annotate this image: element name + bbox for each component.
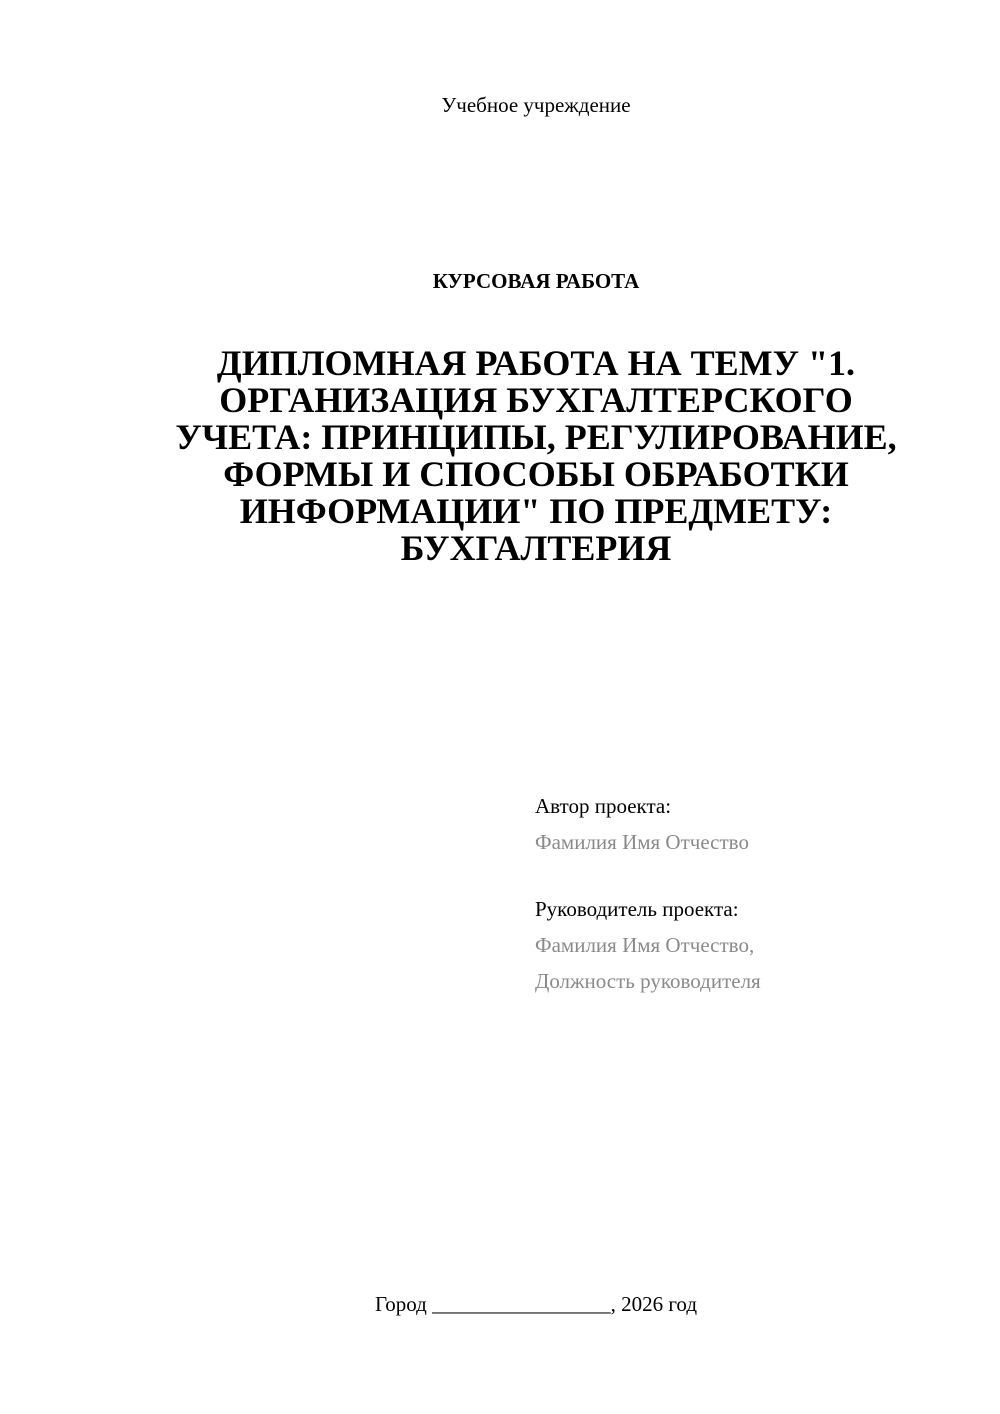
city-year-line: Город _________________, 2026 год [374, 1292, 698, 1316]
work-type-heading: КУРСОВАЯ РАБОТА [432, 269, 640, 293]
document-title: ДИПЛОМНАЯ РАБОТА НА ТЕМУ "1. ОРГАНИЗАЦИЯ БУХГАЛТЕРСКОГО УЧЕТА: ПРИНЦИПЫ, РЕГУЛИРОВАНИЕ, ФОРМЫ И СПОСОБЫ ОБРАБОТКИ ИНФОРМАЦИИ" ПО ПРЕДМЕТУ: БУХГАЛТЕРИЯ [175, 343, 897, 568]
supervisor-block [535, 891, 975, 999]
supervisor-name: Фамилия Имя Отчество, [535, 933, 755, 957]
supervisor-position: Должность руководителя [535, 969, 761, 993]
supervisor-label: Руководитель проекта: [535, 897, 739, 921]
institution-name: Учебное учреждение [441, 93, 631, 117]
author-block [535, 788, 975, 860]
author-name: Фамилия Имя Отчество [535, 830, 749, 854]
author-label: Автор проекта: [535, 794, 672, 818]
